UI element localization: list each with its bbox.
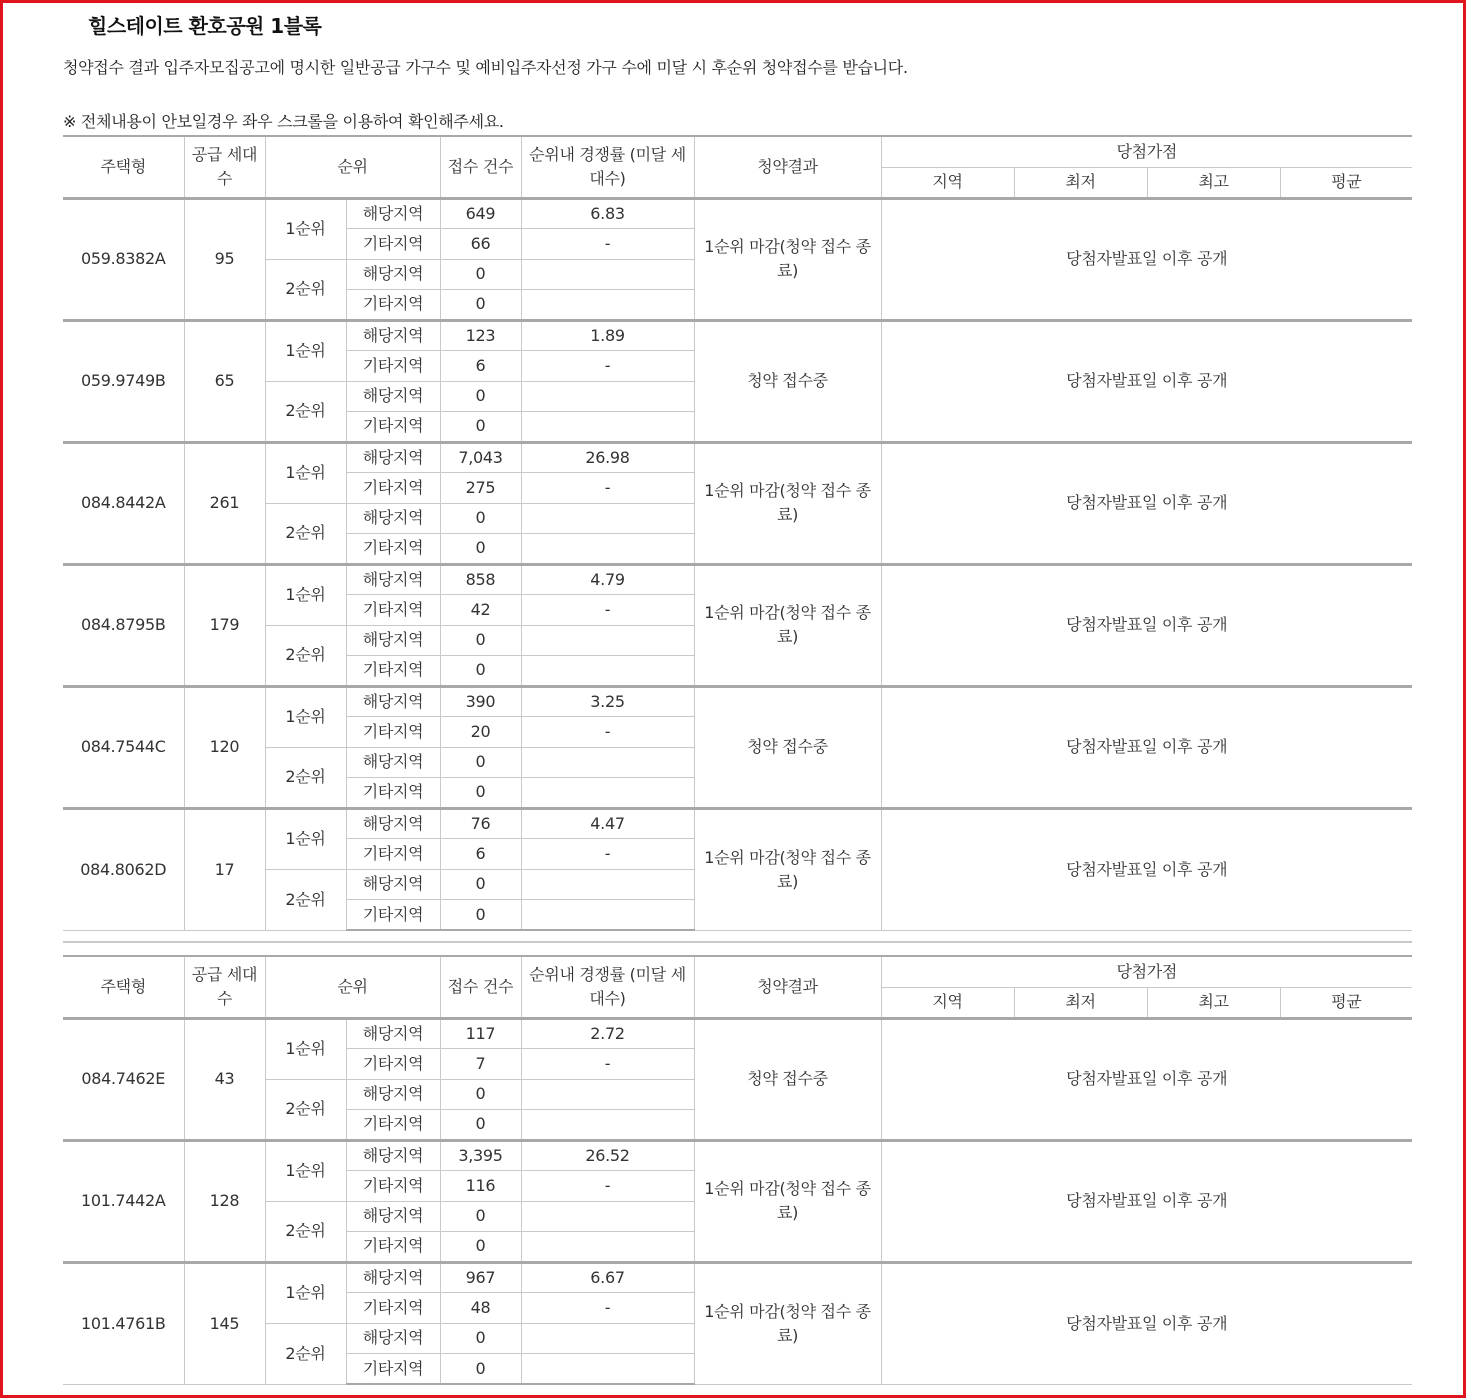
applications-cell: 0 — [440, 1323, 521, 1354]
region-cell: 기타지역 — [346, 595, 440, 626]
header-applications: 접수 건수 — [440, 136, 521, 198]
competition-cell: - — [521, 351, 694, 382]
region-cell: 해당지역 — [346, 1018, 440, 1049]
region-cell: 기타지역 — [346, 1232, 440, 1263]
applications-cell: 0 — [440, 625, 521, 656]
applications-cell: 0 — [440, 412, 521, 443]
region-cell: 기타지역 — [346, 229, 440, 260]
score-cell: 당첨자발표일 이후 공개 — [881, 808, 1412, 930]
applications-cell: 117 — [440, 1018, 521, 1049]
applications-cell: 858 — [440, 564, 521, 595]
rank-cell: 1순위 — [265, 198, 346, 259]
table-row — [63, 1262, 1412, 1293]
applications-cell: 3,395 — [440, 1140, 521, 1171]
competition-cell-empty — [521, 778, 694, 809]
result-cell: 1순위 마감(청약 접수 종료) — [694, 808, 881, 930]
header-competition: 순위내 경쟁률 (미달 세대수) — [521, 956, 694, 1018]
competition-cell: 4.47 — [521, 808, 694, 839]
competition-cell-empty — [521, 1079, 694, 1110]
applications-cell: 6 — [440, 839, 521, 870]
score-cell: 당첨자발표일 이후 공개 — [881, 1018, 1412, 1140]
score-cell: 당첨자발표일 이후 공개 — [881, 442, 1412, 564]
applications-cell: 0 — [440, 1110, 521, 1141]
applications-cell: 0 — [440, 534, 521, 565]
header-result: 청약결과 — [694, 136, 881, 198]
header-rank: 순위 — [265, 136, 440, 198]
applications-cell: 275 — [440, 473, 521, 504]
region-cell: 기타지역 — [346, 839, 440, 870]
header-score: 당첨가점 — [881, 136, 1412, 167]
rank-cell: 2순위 — [265, 381, 346, 442]
supply-cell: 128 — [184, 1140, 265, 1262]
region-cell: 기타지역 — [346, 900, 440, 931]
supply-cell: 65 — [184, 320, 265, 442]
competition-cell-empty — [521, 412, 694, 443]
competition-cell-empty — [521, 656, 694, 687]
supply-cell: 145 — [184, 1262, 265, 1384]
region-cell: 기타지역 — [346, 1171, 440, 1202]
competition-cell-empty — [521, 1110, 694, 1141]
applications-cell: 0 — [440, 747, 521, 778]
supply-cell: 43 — [184, 1018, 265, 1140]
result-cell: 1순위 마감(청약 접수 종료) — [694, 442, 881, 564]
region-cell: 해당지역 — [346, 1079, 440, 1110]
rank-cell: 2순위 — [265, 503, 346, 564]
applications-cell: 0 — [440, 1201, 521, 1232]
region-cell: 해당지역 — [346, 869, 440, 900]
region-cell: 기타지역 — [346, 656, 440, 687]
competition-table-2 — [63, 955, 1412, 1385]
header-score-col: 평균 — [1280, 987, 1412, 1018]
result-cell: 1순위 마감(청약 접수 종료) — [694, 1262, 881, 1384]
house-type-cell: 101.7442A — [63, 1140, 184, 1262]
page-title: 힐스테이트 환호공원 1블록 — [88, 14, 322, 38]
result-cell: 청약 접수중 — [694, 320, 881, 442]
competition-cell: 6.67 — [521, 1262, 694, 1293]
header-score-col: 지역 — [881, 167, 1014, 198]
competition-cell-empty — [521, 625, 694, 656]
applications-cell: 649 — [440, 198, 521, 229]
applications-cell: 6 — [440, 351, 521, 382]
region-cell: 기타지역 — [346, 290, 440, 321]
competition-cell-empty — [521, 290, 694, 321]
region-cell: 기타지역 — [346, 1354, 440, 1385]
applications-cell: 0 — [440, 1079, 521, 1110]
score-cell: 당첨자발표일 이후 공개 — [881, 1262, 1412, 1384]
table-row — [63, 686, 1412, 717]
rank-cell: 1순위 — [265, 686, 346, 747]
applications-cell: 66 — [440, 229, 521, 260]
competition-cell: - — [521, 1049, 694, 1080]
rank-cell: 1순위 — [265, 320, 346, 381]
result-cell: 청약 접수중 — [694, 686, 881, 808]
rank-cell: 1순위 — [265, 1262, 346, 1323]
house-type-cell: 059.8382A — [63, 198, 184, 320]
table-divider — [63, 941, 1412, 943]
header-house-type: 주택형 — [63, 136, 184, 198]
applications-cell: 0 — [440, 869, 521, 900]
supply-cell: 17 — [184, 808, 265, 930]
applications-cell: 0 — [440, 1354, 521, 1385]
competition-cell-empty — [521, 1354, 694, 1385]
header-rank: 순위 — [265, 956, 440, 1018]
applications-cell: 116 — [440, 1171, 521, 1202]
applications-cell: 390 — [440, 686, 521, 717]
region-cell: 기타지역 — [346, 473, 440, 504]
applications-cell: 967 — [440, 1262, 521, 1293]
rank-cell: 2순위 — [265, 1079, 346, 1140]
score-cell: 당첨자발표일 이후 공개 — [881, 320, 1412, 442]
applications-cell: 7 — [440, 1049, 521, 1080]
region-cell: 기타지역 — [346, 1049, 440, 1080]
region-cell: 해당지역 — [346, 198, 440, 229]
header-score-col: 최저 — [1014, 167, 1147, 198]
scroll-note: ※ 전체내용이 안보일경우 좌우 스크롤을 이용하여 확인해주세요. — [63, 112, 504, 131]
region-cell: 기타지역 — [346, 1110, 440, 1141]
applications-cell: 0 — [440, 381, 521, 412]
competition-cell: 1.89 — [521, 320, 694, 351]
applications-cell: 0 — [440, 259, 521, 290]
rank-cell: 1순위 — [265, 564, 346, 625]
house-type-cell: 084.7462E — [63, 1018, 184, 1140]
competition-table-1 — [63, 135, 1412, 931]
rank-cell: 2순위 — [265, 259, 346, 320]
header-house-type: 주택형 — [63, 956, 184, 1018]
competition-cell-empty — [521, 869, 694, 900]
supply-cell: 120 — [184, 686, 265, 808]
house-type-cell: 084.8442A — [63, 442, 184, 564]
house-type-cell: 059.9749B — [63, 320, 184, 442]
competition-cell-empty — [521, 747, 694, 778]
competition-cell: 6.83 — [521, 198, 694, 229]
competition-cell-empty — [521, 900, 694, 931]
header-supply: 공급 세대수 — [184, 136, 265, 198]
competition-cell: - — [521, 717, 694, 748]
header-applications: 접수 건수 — [440, 956, 521, 1018]
supply-cell: 95 — [184, 198, 265, 320]
region-cell: 해당지역 — [346, 564, 440, 595]
competition-cell: 26.52 — [521, 1140, 694, 1171]
applications-cell: 7,043 — [440, 442, 521, 473]
competition-cell-empty — [521, 1201, 694, 1232]
competition-cell-empty — [521, 534, 694, 565]
rank-cell: 2순위 — [265, 625, 346, 686]
table-row — [63, 442, 1412, 473]
header-score-col: 지역 — [881, 987, 1014, 1018]
rank-cell: 2순위 — [265, 747, 346, 808]
region-cell: 해당지역 — [346, 320, 440, 351]
applications-cell: 0 — [440, 1232, 521, 1263]
competition-cell: 3.25 — [521, 686, 694, 717]
applications-cell: 0 — [440, 656, 521, 687]
header-score-col: 최고 — [1147, 987, 1280, 1018]
competition-cell: 2.72 — [521, 1018, 694, 1049]
competition-cell-empty — [521, 1232, 694, 1263]
region-cell: 해당지역 — [346, 259, 440, 290]
competition-cell: 4.79 — [521, 564, 694, 595]
header-competition: 순위내 경쟁률 (미달 세대수) — [521, 136, 694, 198]
rank-cell: 2순위 — [265, 869, 346, 930]
competition-cell: - — [521, 1293, 694, 1324]
region-cell: 기타지역 — [346, 778, 440, 809]
rank-cell: 2순위 — [265, 1201, 346, 1262]
applications-cell: 0 — [440, 778, 521, 809]
house-type-cell: 084.7544C — [63, 686, 184, 808]
region-cell: 기타지역 — [346, 1293, 440, 1324]
competition-cell: - — [521, 229, 694, 260]
result-cell: 1순위 마감(청약 접수 종료) — [694, 564, 881, 686]
applications-cell: 123 — [440, 320, 521, 351]
table-row — [63, 1018, 1412, 1049]
header-score-col: 최고 — [1147, 167, 1280, 198]
header-score-col: 평균 — [1280, 167, 1412, 198]
header-supply: 공급 세대수 — [184, 956, 265, 1018]
region-cell: 해당지역 — [346, 503, 440, 534]
competition-cell: - — [521, 595, 694, 626]
house-type-cell: 084.8062D — [63, 808, 184, 930]
region-cell: 해당지역 — [346, 381, 440, 412]
score-cell: 당첨자발표일 이후 공개 — [881, 1140, 1412, 1262]
competition-cell-empty — [521, 259, 694, 290]
region-cell: 해당지역 — [346, 747, 440, 778]
applications-cell: 0 — [440, 900, 521, 931]
table-row — [63, 564, 1412, 595]
table-row — [63, 198, 1412, 229]
competition-cell: - — [521, 1171, 694, 1202]
competition-cell: 26.98 — [521, 442, 694, 473]
applications-cell: 20 — [440, 717, 521, 748]
score-cell: 당첨자발표일 이후 공개 — [881, 686, 1412, 808]
applications-cell: 48 — [440, 1293, 521, 1324]
house-type-cell: 101.4761B — [63, 1262, 184, 1384]
applications-cell: 0 — [440, 290, 521, 321]
result-cell: 청약 접수중 — [694, 1018, 881, 1140]
notice-text: 청약접수 결과 입주자모집공고에 명시한 일반공급 가구수 및 예비입주자선정 가구 수에 미달 시 후순위 청약접수를 받습니다. — [63, 58, 908, 77]
region-cell: 해당지역 — [346, 625, 440, 656]
result-cell: 1순위 마감(청약 접수 종료) — [694, 198, 881, 320]
competition-cell-empty — [521, 503, 694, 534]
region-cell: 기타지역 — [346, 351, 440, 382]
result-cell: 1순위 마감(청약 접수 종료) — [694, 1140, 881, 1262]
region-cell: 해당지역 — [346, 808, 440, 839]
score-cell: 당첨자발표일 이후 공개 — [881, 564, 1412, 686]
region-cell: 해당지역 — [346, 1323, 440, 1354]
table-row — [63, 320, 1412, 351]
supply-cell: 261 — [184, 442, 265, 564]
rank-cell: 1순위 — [265, 1018, 346, 1079]
competition-cell-empty — [521, 1323, 694, 1354]
region-cell: 기타지역 — [346, 412, 440, 443]
region-cell: 해당지역 — [346, 442, 440, 473]
rank-cell: 1순위 — [265, 808, 346, 869]
region-cell: 해당지역 — [346, 1201, 440, 1232]
rank-cell: 1순위 — [265, 1140, 346, 1201]
table-row — [63, 808, 1412, 839]
rank-cell: 1순위 — [265, 442, 346, 503]
applications-cell: 0 — [440, 503, 521, 534]
region-cell: 해당지역 — [346, 1262, 440, 1293]
competition-cell-empty — [521, 381, 694, 412]
table-row — [63, 1140, 1412, 1171]
rank-cell: 2순위 — [265, 1323, 346, 1384]
region-cell: 기타지역 — [346, 534, 440, 565]
competition-cell: - — [521, 473, 694, 504]
header-result: 청약결과 — [694, 956, 881, 1018]
supply-cell: 179 — [184, 564, 265, 686]
region-cell: 해당지역 — [346, 1140, 440, 1171]
header-score: 당첨가점 — [881, 956, 1412, 987]
header-score-col: 최저 — [1014, 987, 1147, 1018]
region-cell: 기타지역 — [346, 717, 440, 748]
region-cell: 해당지역 — [346, 686, 440, 717]
score-cell: 당첨자발표일 이후 공개 — [881, 198, 1412, 320]
competition-cell: - — [521, 839, 694, 870]
house-type-cell: 084.8795B — [63, 564, 184, 686]
applications-cell: 42 — [440, 595, 521, 626]
applications-cell: 76 — [440, 808, 521, 839]
